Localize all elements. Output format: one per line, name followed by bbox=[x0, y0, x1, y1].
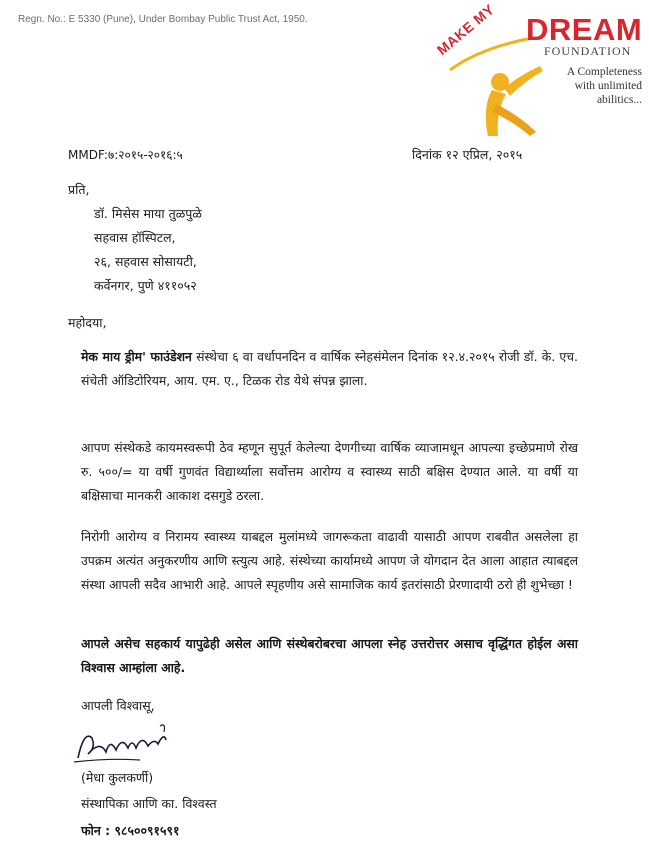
signatory-name: (मेधा कुलकर्णी) bbox=[81, 770, 154, 785]
paragraph-4: आपले असेच सहकार्य यापुढेही असेल आणि संस्थेबरोबरचा आपला स्नेह उत्तरोत्तर असाच वृद्धिंगत होईल असा विश्वास आम्हांला आहे. bbox=[81, 636, 578, 675]
logo-dream-text: DREAM bbox=[526, 12, 643, 47]
closing: आपली विश्वासू, bbox=[81, 698, 155, 713]
paragraph-1-bold: मेक माय ड्रीम' फाउंडेशन bbox=[81, 349, 192, 364]
logo-tagline-line-1: A Completeness bbox=[566, 66, 642, 78]
recipient-name: डॉ. मिसेस माया तुळपुळे bbox=[94, 206, 202, 221]
paragraph-1 bbox=[81, 345, 578, 393]
logo-make-my-text: MAKE MY bbox=[433, 0, 498, 59]
signatory-title: संस्थापिका आणि का. विश्वस्त bbox=[81, 796, 217, 811]
salutation: महोदया, bbox=[68, 315, 107, 330]
logo-foundation-text: FOUNDATION bbox=[544, 44, 632, 58]
signature-icon bbox=[70, 718, 178, 768]
address-line-2: २६, सहवास सोसायटी, bbox=[94, 254, 197, 269]
paragraph-1-text: संस्थेचा ६ वा वर्धापनदिन व वार्षिक स्नेहसंमेलन दिनांक १२.४.२०१५ रोजी डॉ. के. एच. संचेती ऑडिटोरियम, आय. एम. ए., टिळक रोड येथे संपन्न झाला. bbox=[81, 349, 578, 388]
reference-number: MMDF:७:२०१५-२०१६:५ bbox=[68, 148, 183, 162]
letter-date: दिनांक १२ एप्रिल, २०१५ bbox=[412, 147, 523, 162]
phone-number: फोन : ९८५००९१५९१ bbox=[81, 823, 180, 838]
logo-tagline-line-2: with unlimited abilitics... bbox=[574, 80, 642, 106]
paragraph-3: निरोगी आरोग्य व निरामय स्वास्थ्य याबद्दल मुलांमध्ये जागरूकता वाढावी यासाठी आपण राबवीत असलेला हा उपक्रम अत्यंत अनुकरणीय आणि स्त्युत्य आहे. संस्थेच्या कार्यामध्ये आपण जे योगदान देत आला आहात त्याबद्दल संस्था आपली सदैव आभारी आहे. आपले स्पृहणीय असे सामाजिक कार्य इतरांसाठी प्रेरणादायी ठरो ही शुभेच्छा ! bbox=[81, 529, 578, 592]
recipient-address bbox=[68, 178, 202, 298]
paragraph-2: आपण संस्थेकडे कायमस्वरूपी ठेव म्हणून सुपूर्त केलेल्या देणगीच्या वार्षिक व्याजामधून आपल्या इच्छेप्रमाणे रोख रु. ५००/= या वर्षी गुणवंत विद्यार्थ्याला सर्वोत्तम आरोग्य व स्वास्थ्य साठी बक्षिस देण्यात आले. या वर्षी या बक्षिसाचा मानकरी आकाश दसगुडे ठरला. bbox=[81, 440, 578, 503]
address-line-1: सहवास हॉस्पिटल, bbox=[94, 230, 176, 245]
address-line-3: कर्वेनगर, पुणे ४११०५२ bbox=[94, 278, 197, 293]
logo-tagline bbox=[538, 65, 642, 107]
address-prefix: प्रति, bbox=[68, 182, 90, 197]
registration-line: Regn. No.: E 5330 (Pune), Under Bombay Public Trust Act, 1950. bbox=[18, 14, 308, 25]
foundation-logo bbox=[433, 0, 643, 138]
